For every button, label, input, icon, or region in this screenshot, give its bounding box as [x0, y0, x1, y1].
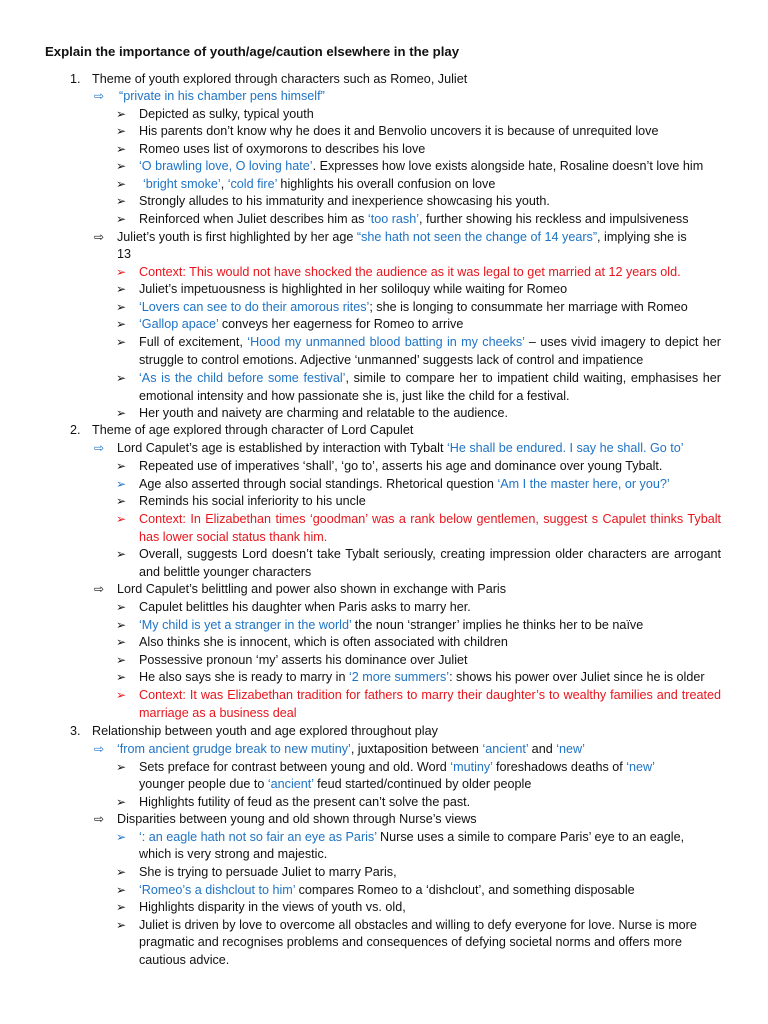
section-heading: Theme of age explored through character of Lord Capulet	[92, 423, 414, 437]
arrowhead-bullet-icon: ➢	[116, 760, 127, 774]
arrowhead-bullet-icon: ➢	[116, 547, 127, 561]
arrowhead-bullet-icon: ➢	[116, 512, 127, 526]
list-item: Highlights futility of feud as the present can’t solve the past.	[139, 795, 471, 809]
arrowhead-bullet-icon: ➢	[116, 371, 127, 385]
list-item: ‘: an eagle hath not so fair an eye as Paris’ Nurse uses a simile to compare Paris’ eye to an eagle,	[139, 830, 685, 844]
list-item: Strongly alludes to his immaturity and inexperience showcasing his youth.	[139, 194, 550, 208]
arrow-icon: ⇨	[94, 89, 105, 103]
arrowhead-bullet-icon: ➢	[116, 900, 127, 914]
arrowhead-bullet-icon: ➢	[116, 795, 127, 809]
list-item: Capulet belittles his daughter when Paris asks to marry her.	[139, 600, 471, 614]
arrow-icon: ⇨	[94, 441, 105, 455]
arrowhead-bullet-icon: ➢	[116, 142, 127, 156]
subheading-line: Lord Capulet’s age is established by interaction with Tybalt ‘He shall be endured. I say he shall. Go to’	[117, 441, 684, 455]
list-item: ‘As is the child before some festival’, simile to compare her to impatient child waiting, emphasises her emotional intensity and how passionate she is, just like the child for a festival.	[139, 371, 721, 403]
arrowhead-bullet-icon: ➢	[116, 688, 127, 702]
arrowhead-bullet-icon: ➢	[116, 600, 127, 614]
section-number: 3.	[70, 724, 81, 738]
arrowhead-bullet-icon: ➢	[116, 865, 127, 879]
list-item: Romeo uses list of oxymorons to describes his love	[139, 142, 426, 156]
arrowhead-bullet-icon: ➢	[116, 177, 127, 191]
arrow-icon: ⇨	[94, 812, 105, 826]
list-item: ‘Lovers can see to do their amorous rites’; she is longing to consummate her marriage with Romeo	[139, 300, 688, 314]
list-item: Possessive pronoun ‘my’ asserts his dominance over Juliet	[139, 653, 468, 667]
list-item-continued: pragmatic and recognises problems and consequences of defying societal norms and offers more	[139, 935, 683, 949]
list-item: Repeated use of imperatives ‘shall’, ‘go to’, asserts his age and dominance over young Tybalt.	[139, 459, 663, 473]
list-item-continued: younger people due to ‘ancient’ feud started/continued by older people	[139, 777, 532, 791]
arrow-icon: ⇨	[94, 582, 105, 596]
list-item: Her youth and naivety are charming and relatable to the audience.	[139, 406, 508, 420]
list-item: Depicted as sulky, typical youth	[139, 107, 314, 121]
list-item-continued: which is very strong and majestic.	[139, 847, 328, 861]
arrowhead-bullet-icon: ➢	[116, 406, 127, 420]
list-item: ‘My child is yet a stranger in the world’ the noun ‘stranger’ implies he thinks her to be naïve	[139, 618, 644, 632]
arrowhead-bullet-icon: ➢	[116, 159, 127, 173]
arrow-icon: ⇨	[94, 742, 105, 756]
arrowhead-bullet-icon: ➢	[116, 883, 127, 897]
list-item: Juliet’s impetuousness is highlighted in her soliloquy while waiting for Romeo	[139, 282, 568, 296]
arrowhead-bullet-icon: ➢	[116, 477, 127, 491]
subheading-line: ‘from ancient grudge break to new mutiny’, juxtaposition between ‘ancient’ and ‘new’	[117, 742, 585, 756]
arrowhead-bullet-icon: ➢	[116, 300, 127, 314]
subheading-line: Juliet’s youth is first highlighted by her age “she hath not seen the change of 14 years”, implying she is	[117, 230, 687, 244]
subheading-line-continued: 13	[117, 247, 132, 261]
list-item: ‘Romeo’s a dishclout to him’ compares Romeo to a ‘dishclout’, and something disposable	[139, 883, 635, 897]
list-item-continued: cautious advice.	[139, 953, 230, 967]
list-item: ‘O brawling love, O loving hate’. Expresses how love exists alongside hate, Rosaline doesn’t love him	[139, 159, 704, 173]
arrow-icon: ⇨	[94, 230, 105, 244]
list-item: Reinforced when Juliet describes him as ‘too rash’, further showing his reckless and impulsiveness	[139, 212, 689, 226]
list-item: Reminds his social inferiority to his uncle	[139, 494, 366, 508]
list-item: Highlights disparity in the views of youth vs. old,	[139, 900, 406, 914]
subheading-line: Disparities between young and old shown through Nurse’s views	[117, 812, 477, 826]
quote-line: “private in his chamber pens himself”	[119, 89, 325, 103]
list-item: Full of excitement, ‘Hood my unmanned blood batting in my cheeks’ – uses vivid imagery to depict her struggle to control emotions. Adjective ‘unmanned’ suggests lack of control and impatience	[139, 335, 721, 367]
document-title: Explain the importance of youth/age/caution elsewhere in the play	[45, 44, 460, 59]
arrowhead-bullet-icon: ➢	[116, 653, 127, 667]
arrowhead-bullet-icon: ➢	[116, 265, 127, 279]
list-item: Also thinks she is innocent, which is often associated with children	[139, 635, 508, 649]
arrowhead-bullet-icon: ➢	[116, 194, 127, 208]
arrowhead-bullet-icon: ➢	[116, 830, 127, 844]
list-item: Juliet is driven by love to overcome all obstacles and willing to defy everyone for love. Nurse is more	[139, 918, 697, 932]
context-item: Context: In Elizabethan times ‘goodman’ was a rank below gentlemen, suggest s Capulet thinks Tybalt has lower social status thank him.	[139, 512, 721, 544]
subheading-line: Lord Capulet’s belittling and power also shown in exchange with Paris	[117, 582, 507, 596]
context-item: Context: This would not have shocked the audience as it was legal to get married at 12 years old.	[139, 265, 681, 279]
arrowhead-bullet-icon: ➢	[116, 317, 127, 331]
list-item: ‘bright smoke’, ‘cold fire’ highlights his overall confusion on love	[143, 177, 496, 191]
arrowhead-bullet-icon: ➢	[116, 494, 127, 508]
list-item: ‘Gallop apace’ conveys her eagerness for Romeo to arrive	[139, 317, 464, 331]
arrowhead-bullet-icon: ➢	[116, 107, 127, 121]
arrowhead-bullet-icon: ➢	[116, 459, 127, 473]
list-item: Overall, suggests Lord doesn’t take Tybalt seriously, creating impression older characters are arrogant and belittle younger characters	[139, 547, 721, 579]
arrowhead-bullet-icon: ➢	[116, 282, 127, 296]
arrowhead-bullet-icon: ➢	[116, 124, 127, 138]
list-item: He also says she is ready to marry in ‘2 more summers’: shows his power over Juliet since he is older	[139, 670, 705, 684]
arrowhead-bullet-icon: ➢	[116, 635, 127, 649]
arrowhead-bullet-icon: ➢	[116, 335, 127, 349]
list-item: Age also asserted through social standings. Rhetorical question ‘Am I the master here, or you?’	[139, 477, 670, 491]
arrowhead-bullet-icon: ➢	[116, 212, 127, 226]
section-number: 1.	[70, 72, 81, 86]
list-item: She is trying to persuade Juliet to marry Paris,	[139, 865, 397, 879]
arrowhead-bullet-icon: ➢	[116, 918, 127, 932]
list-item: Sets preface for contrast between young and old. Word ‘mutiny’ foreshadows deaths of ‘new’	[139, 760, 655, 774]
section-heading: Relationship between youth and age explored throughout play	[92, 724, 438, 738]
arrowhead-bullet-icon: ➢	[116, 670, 127, 684]
section-heading: Theme of youth explored through characters such as Romeo, Juliet	[92, 72, 468, 86]
arrowhead-bullet-icon: ➢	[116, 618, 127, 632]
context-item: Context: It was Elizabethan tradition for fathers to marry their daughter’s to wealthy families and treated marriage as a business deal	[139, 688, 721, 720]
list-item: His parents don’t know why he does it and Benvolio uncovers it is because of unrequited love	[139, 124, 659, 138]
section-number: 2.	[70, 423, 81, 437]
